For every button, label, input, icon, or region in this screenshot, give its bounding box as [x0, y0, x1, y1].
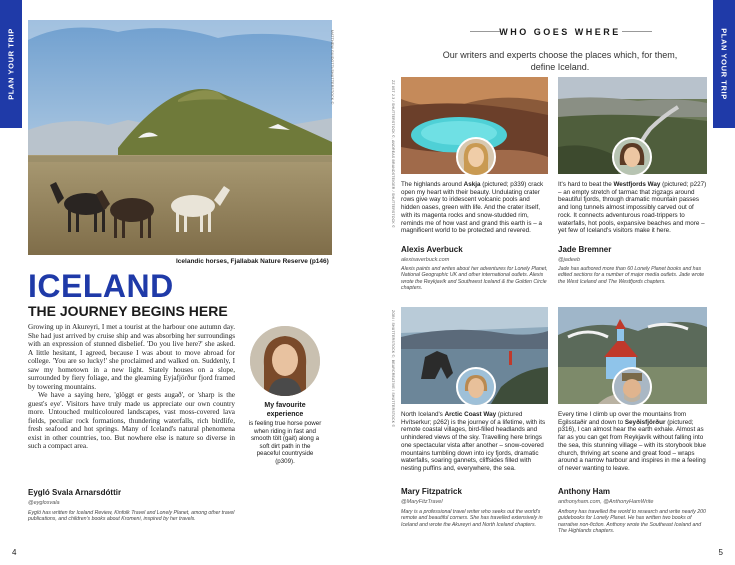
avatar-mary [456, 367, 496, 407]
favourite-heading: My favourite experience [264, 402, 306, 418]
intro-paragraph-2: We have a saying here, 'glöggt er gests augað', or 'sharp is the guest's eye'. Visitors have truly made us appreciate our own country more. Untouched multicoloured landscapes, vast moss-covered lava fields, peculiar rock formations, thundering waterfalls, rich birdlife, fresh seafood and hot springs. Many of Iceland's natural phenomena exist in other countries, too. But nowhere else is nature so diverse in such a compact area. [28, 391, 235, 450]
writer-name-jade: Jade Bremner [558, 245, 612, 254]
intro-paragraph-1: Growing up in Akureyri, I met a tourist at the harbour one autumn day. She had just arrived by cruise ship and was absorbing her surroundings with an expression of stunned disbelief. 'Do you live here?' she asked. A little hesitant, I agreed, because I was about to move abroad for college. 'You are so lucky!' she proclaimed and walked on. Suddenly, I saw my hometown in a new light. Stately houses on a slope, surrounded by fiery foliage, and the gleaming Eyjafjörður fjord framed by towering mountains. [28, 323, 235, 391]
writer-text-mary [401, 411, 552, 473]
tab-label-left: PLAN YOUR TRIP [6, 28, 16, 100]
lead-author-name: Eygló Svala Arnarsdóttir [28, 488, 122, 497]
writer-name-mary: Mary Fitzpatrick [401, 487, 462, 496]
lead-author-bio: Eygló has written for Iceland Review, Kinfolk Travel and Lonely Planet, among other travel publications, and children's books about Kromeni, inspired by her travels. [28, 510, 235, 523]
hero-photo-credit: MATTHEW GUIDOTTI/SHUTTERSTOCK © [330, 30, 334, 105]
writer-bio-jade: Jade has authored more than 60 Lonely Planet books and has edited sections for a number of major media outlets. Jade wrote the West Iceland and The Westfjords chapters. [558, 266, 705, 285]
writer-text-jade [558, 181, 708, 235]
section-heading: WHO GOES WHERE [499, 27, 621, 37]
photo-credit-top: ZZ 8ST 2.3 / SHUTTERSTOCK ©, ANDREAS BRANDSTEIGER / SHUTTERSTOCK © [391, 80, 395, 228]
page-number-left: 4 [12, 548, 17, 557]
avatar-jade [612, 137, 652, 177]
writer-text-anthony [558, 411, 710, 473]
plan-your-trip-tab-left [0, 0, 22, 128]
writer-name-anthony: Anthony Ham [558, 487, 610, 496]
avatar-anthony [612, 367, 652, 407]
writer-bio-mary: Mary is a professional travel writer who seeks out the world's remote and beautiful corners. She has travelled extensively in Iceland and wrote the Akureyri and North Iceland chapters. [401, 509, 543, 528]
author-avatar [250, 326, 320, 396]
writer-bio-alexis: Alexis paints and writes about her adventures for Lonely Planet, National Geographic UK and other international outlets. Alexis wrote the Reykjavík and Southwest Iceland & the Golden Circle chapters. [401, 266, 548, 291]
favourite-text: is feeling true horse power when riding in fast and smooth tölt (gait) along a soft dirt path in the peaceful countryside (p309). [248, 420, 322, 465]
tab-label-right: PLAN YOUR TRIP [719, 28, 729, 100]
writer-handle-alexis: alexisaverbuck.com [401, 257, 450, 263]
writer-text-start: Every time I climb up over the mountains from Egilsstaðir and down to [558, 411, 687, 426]
writer-text-start: The highlands around [401, 181, 464, 188]
writer-text-alexis [401, 181, 550, 235]
writer-place: Askja [463, 181, 481, 188]
writer-place: Arctic Coast Way [444, 411, 497, 418]
writer-name-alexis: Alexis Averbuck [401, 245, 463, 254]
writer-place: Westfjords Way [613, 181, 661, 188]
writer-text-rest: (pictured Hvítserkur; p262) is the journey of a lifetime, with its remote coastal villages, bird-filled headlands and unhindered views of the sky. Travelling here brings one spectacular vista after another – snow-covered mountains tumbling down into icy fjords, dramatic waterfalls, soaring gannets, cliffsides filled with nesting puffins and, everywhere, the sea. [401, 411, 546, 472]
hero-photo-horses [28, 20, 332, 255]
heading-rule-right [622, 31, 652, 32]
writer-bio-anthony: Anthony has travelled the world to research and write nearly 200 guidebooks for Lonely Planet. He has written two books of narrative non-fiction. Anthony wrote the Southeast Iceland and The Highlands chapters. [558, 509, 706, 534]
writer-handle-jade: @jadeeb [558, 257, 581, 263]
section-lead: Our writers and experts choose the places which, for them, define Iceland. [442, 50, 678, 72]
hero-caption: Icelandic horses, Fjallabak Nature Reserve (p146) [176, 258, 329, 265]
lead-author-handle: @eyglosvala [28, 500, 60, 506]
writer-text-start: North Iceland's [401, 411, 445, 418]
writer-text-rest: (pictured; p339) crack open my heart with their beauty. Undulating crater rows give way to iridescent volcanic pools and hidden oases, green with life. And the crater itself, with its magenta rocks and snow-studded rim, reminds me of how vast and grand this earth is – a magnificent world to be protected and revered. [401, 181, 544, 235]
page-title: ICELAND [28, 268, 174, 304]
plan-your-trip-tab-right [713, 0, 735, 128]
writer-text-rest: (pictured; p316), I can almost hear the earth exhale. Almost as far as you can get from Reykjavík without falling into the sea, this stunning village – with its storybook blue church, thriving art scene and great food – wraps around a narrow harbour and inspires in me a feeling of never wanting to leave. [558, 418, 707, 472]
photo-credit-bottom: ZOBI / SHUTTERSTOCK ©, BEARCREATIVE / SHUTTERSTOCK © [391, 310, 395, 428]
writer-place: Seyðisfjörður [624, 418, 666, 426]
page-subtitle: THE JOURNEY BEGINS HERE [28, 303, 228, 319]
page-number-right: 5 [718, 548, 723, 557]
avatar-alexis [456, 137, 496, 177]
writer-text-rest: (pictured; p227) – an empty stretch of tarmac that zigzags around beautiful fjords, through dramatic mountain passes and long tunnels almost impossibly carved out of rock. It connects adventurous road-trippers to waterfalls, hot pools, expansive beaches and more – yet few of Iceland's visitors make it here. [558, 181, 707, 235]
writer-handle-anthony: anthonyham.com, @AnthonyHamWrite [558, 499, 654, 505]
intro-text [28, 323, 235, 451]
writer-handle-mary: @MaryFitzTravel [401, 499, 443, 505]
writer-text-start: It's hard to beat the [558, 181, 614, 188]
